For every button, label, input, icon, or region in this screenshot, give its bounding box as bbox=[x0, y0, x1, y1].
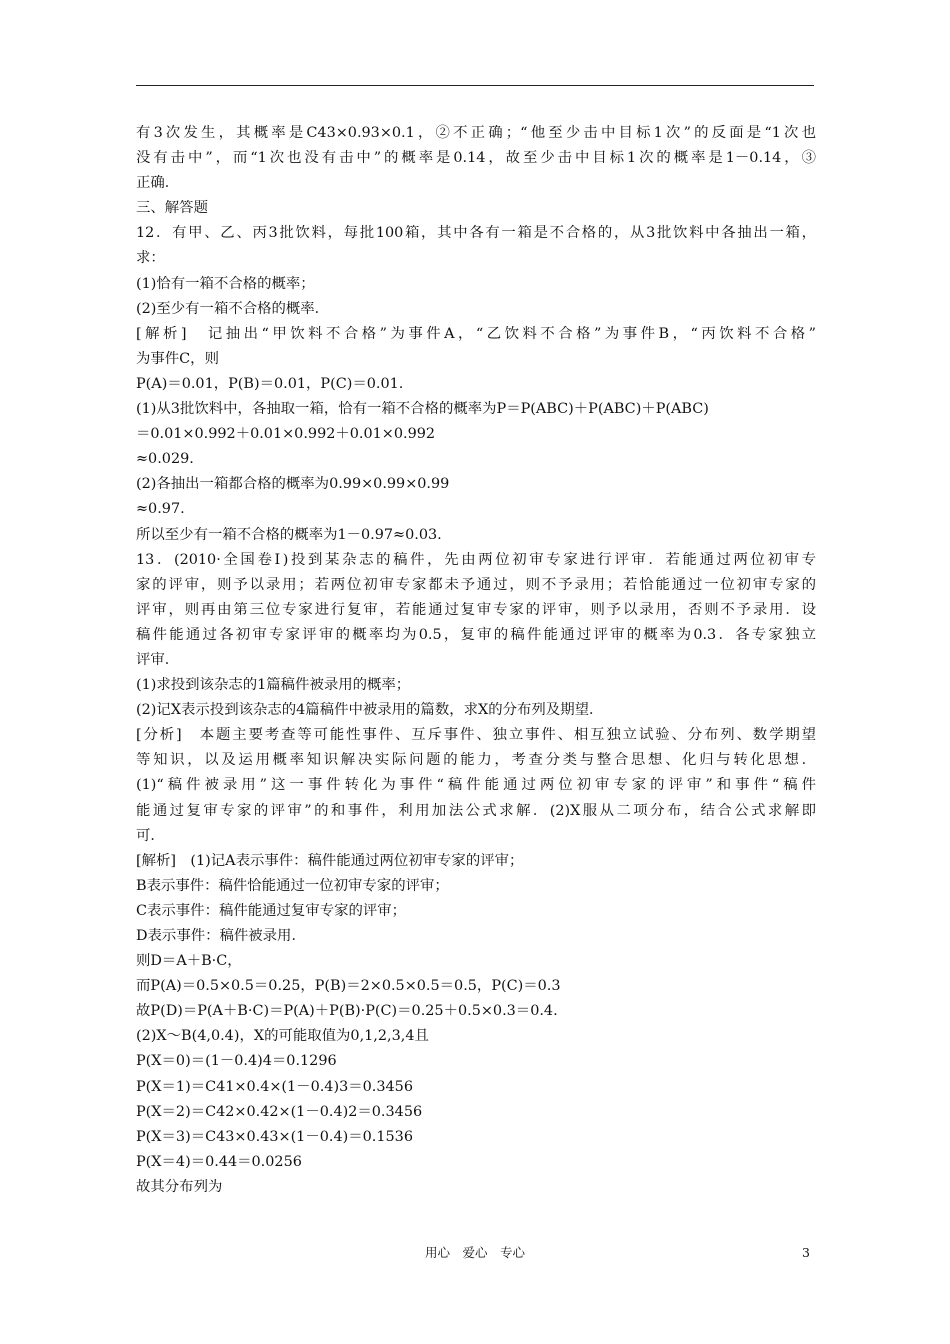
text-line: 没有击中”，而“1次也没有击中”的概率是0.14，故至少击中目标1次的概率是1－0.14，③ bbox=[136, 150, 816, 167]
text-line: (1)从3批饮料中，各抽取一箱，恰有一箱不合格的概率为P＝P(ABC)＋P(ABC)＋P(ABC) bbox=[136, 401, 709, 418]
footer-slogan: 用心 爱心 专心 bbox=[424, 1245, 525, 1260]
text-line: 评审． bbox=[136, 651, 180, 668]
text-line: (1)恰有一箱不合格的概率； bbox=[136, 275, 315, 292]
text-line: P(X＝2)＝C42×0.42×(1－0.4)2＝0.3456 bbox=[136, 1103, 423, 1120]
text-line: 家的评审，则予以录用；若两位初审专家都未予通过，则不予录用；若恰能通过一位初审专家的 bbox=[136, 576, 816, 593]
text-line: P(X＝1)＝C41×0.4×(1－0.4)3＝0.3456 bbox=[136, 1078, 413, 1095]
text-line: B表示事件：稿件恰能通过一位初审专家的评审； bbox=[136, 877, 449, 894]
text-line: 所以至少有一箱不合格的概率为1－0.97≈0.03. bbox=[136, 526, 442, 543]
text-line: 故其分布列为 bbox=[136, 1178, 223, 1195]
text-line: (1)求投到该杂志的1篇稿件被录用的概率； bbox=[136, 677, 411, 694]
text-line: ＝0.01×0.992＋0.01×0.992＋0.01×0.992 bbox=[136, 426, 436, 443]
text-line: 可． bbox=[136, 827, 165, 844]
text-line: 正确． bbox=[136, 175, 180, 192]
text-line: (2)记X表示投到该杂志的4篇稿件中被录用的篇数，求X的分布列及期望． bbox=[136, 702, 604, 719]
text-line: 13．(2010·全国卷Ⅰ)投到某杂志的稿件，先由两位初审专家进行评审．若能通过两位初审专 bbox=[136, 551, 816, 568]
page-number: 3 bbox=[802, 1245, 810, 1260]
text-line: [分析] 本题主要考查等可能性事件、互斥事件、独立事件、相互独立试验、分布列、数学期望 bbox=[136, 727, 816, 744]
text-line: (2)至少有一箱不合格的概率． bbox=[136, 300, 330, 317]
text-line: (1)“稿件被录用”这一事件转化为事件“稿件能通过两位初审专家的评审”和事件“稿件 bbox=[136, 777, 816, 794]
text-line: 12．有甲、乙、丙3批饮料，每批100箱，其中各有一箱是不合格的，从3批饮料中各抽出一箱， bbox=[136, 225, 816, 242]
document-body bbox=[136, 121, 816, 1200]
text-line: 求： bbox=[136, 250, 165, 267]
text-line: 三、解答题 bbox=[136, 200, 208, 217]
text-line: D表示事件：稿件被录用． bbox=[136, 928, 306, 944]
text-line: 评审，则再由第三位专家进行复审，若能通过复审专家的评审，则予以录用，否则不予录用．设 bbox=[136, 601, 816, 618]
text-line: 等知识，以及运用概率知识解决实际问题的能力，考查分类与整合思想、化归与转化思想． bbox=[136, 752, 816, 769]
text-line: 而P(A)＝0.5×0.5＝0.25，P(B)＝2×0.5×0.5＝0.5，P(C)＝0.3 bbox=[136, 978, 561, 995]
text-line: [解析] (1)记A表示事件：稿件能通过两位初审专家的评审； bbox=[136, 852, 524, 869]
text-line: 有3次发生，其概率是C43×0.93×0.1，②不正确；“他至少击中目标1次”的反面是“1次也 bbox=[136, 125, 816, 141]
text-line: 故P(D)＝P(A＋B·C)＝P(A)＋P(B)·P(C)＝0.25＋0.5×0.3＝0.4. bbox=[136, 1003, 558, 1020]
text-line: 能通过复审专家的评审”的和事件，利用加法公式求解．(2)X服从二项分布，结合公式求解即 bbox=[136, 802, 816, 819]
text-line: P(A)＝0.01，P(B)＝0.01，P(C)＝0.01. bbox=[136, 375, 404, 392]
text-line: P(X＝0)＝(1－0.4)4＝0.1296 bbox=[136, 1053, 337, 1070]
text-line: 则D＝A＋B·C， bbox=[136, 953, 242, 970]
header-rule bbox=[136, 85, 814, 86]
text-line: (2)X～B(4,0.4)，X的可能取值为0,1,2,3,4且 bbox=[136, 1028, 429, 1045]
text-line: P(X＝3)＝C43×0.43×(1－0.4)＝0.1536 bbox=[136, 1128, 413, 1145]
text-line: ≈0.97. bbox=[136, 501, 185, 518]
text-line: ≈0.029. bbox=[136, 451, 194, 468]
text-line: (2)各抽出一箱都合格的概率为0.99×0.99×0.99 bbox=[136, 476, 450, 493]
text-line: C表示事件：稿件能通过复审专家的评审； bbox=[136, 902, 407, 919]
text-line: [解析] 记抽出“甲饮料不合格”为事件A，“乙饮料不合格”为事件B，“丙饮料不合格” bbox=[136, 325, 816, 342]
text-line: P(X＝4)＝0.44＝0.0256 bbox=[136, 1153, 302, 1170]
text-line: 稿件能通过各初审专家评审的概率均为0.5，复审的稿件能通过评审的概率为0.3．各专家独立 bbox=[136, 626, 816, 643]
text-line: 为事件C，则 bbox=[136, 350, 219, 367]
